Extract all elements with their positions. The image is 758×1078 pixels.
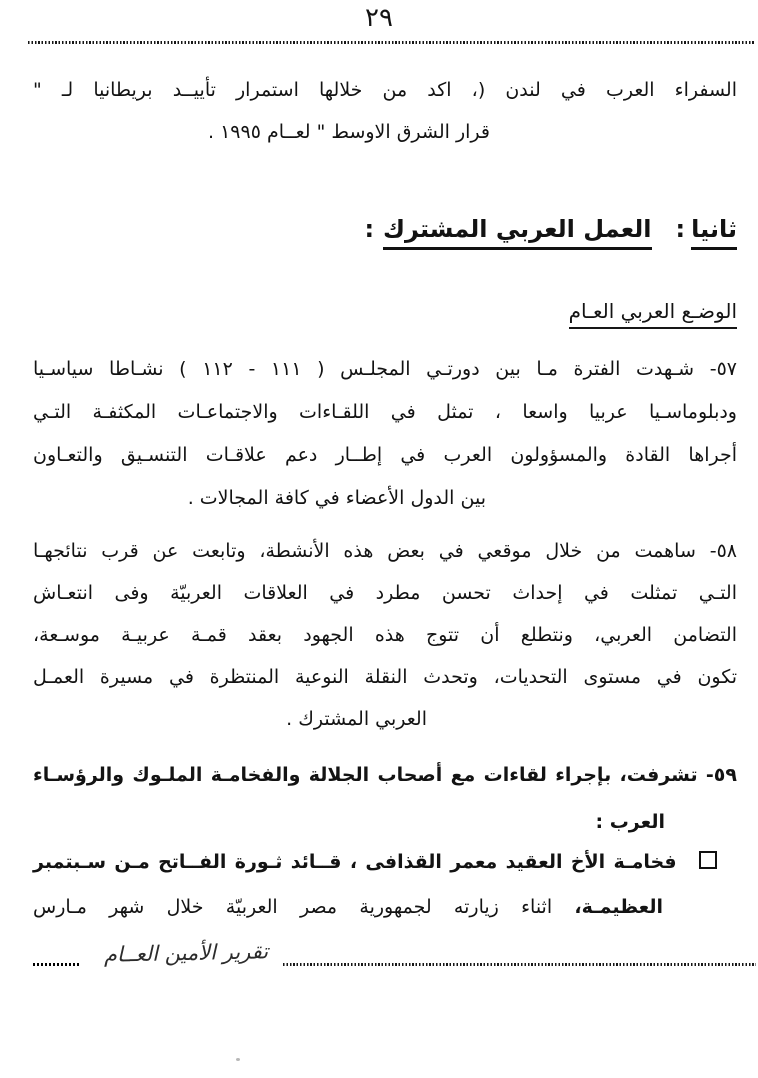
section-heading-label: ثانيا <box>691 215 737 250</box>
paragraph-57-line-3: أجراها القادة والمسؤولون العرب في إطــار دعم علاقـات التنسـيق والتعـاون <box>33 444 737 466</box>
bullet-item <box>33 840 717 930</box>
footer-divider-right <box>283 963 756 966</box>
hollow-square-bullet-icon <box>699 851 717 869</box>
header-divider <box>28 41 755 44</box>
paragraph-58-line-3: التضامن العربي، ونتطلع أن تتوج هذه الجهود بعقد قمـة عربيـة موسـعة، <box>33 624 737 646</box>
paragraph-58 <box>33 530 737 740</box>
subsection-heading <box>33 292 737 330</box>
paragraph-58-line-1 <box>33 530 737 572</box>
paragraph-57-number: ٥٧- <box>709 358 737 380</box>
bullet-line-2 <box>33 885 717 930</box>
scan-artifact-speck <box>236 1058 240 1061</box>
paragraph-57-line-1 <box>33 348 737 391</box>
paragraph-58-line-5: العربي المشترك . <box>286 708 427 730</box>
intro-paragraph <box>33 69 737 153</box>
paragraph-57-line-2: ودبلوماسـيا عربيا واسعا ، تمثل في اللقـاءات والاجتماعـات المكثفـة التـي <box>33 401 737 423</box>
bullet-text-1: فخامـة الأخ العقيد معمر القذافى ، قــائد ثـورة الفــاتح مـن سـبتمبر <box>33 851 677 873</box>
paragraph-59-number: ٥٩- <box>705 764 737 786</box>
paragraph-58-line-4: تكون في مستوى التحديات، وتحدث النقلة النوعية المنتظرة في مسيرة العمـل <box>33 666 737 688</box>
footer-divider-left <box>33 963 81 966</box>
intro-line-2: قرار الشرق الاوسط " لعــام ١٩٩٥ . <box>207 121 490 143</box>
section-heading-trailing-colon: : <box>364 215 375 243</box>
bullet-line-1 <box>33 840 717 885</box>
section-heading <box>33 209 737 249</box>
paragraph-58-number: ٥٨- <box>709 540 738 562</box>
section-heading-title: العمل العربي المشترك <box>383 215 652 250</box>
section-heading-label-colon: : <box>675 215 686 243</box>
paragraph-59-line-2: العرب : <box>595 811 665 833</box>
paragraph-58-text-1: ساهمت من خلال موقعي في بعض هذه الأنشطة، وتابعت عن قرب نتائجهـا <box>33 540 696 562</box>
subsection-heading-title: الوضـع العربي العـام <box>569 299 737 329</box>
paragraph-57-text-1: شـهدت الفترة مـا بين دورتـي المجلـس ( ‪١١١ - ١١٢‬ ) نشـاطا سياسـيا <box>33 358 695 380</box>
paragraph-58-line-2: التـي تمثلت في إحداث تحسن مطرد في العلاقات العربيّة وفى انتعـاش <box>33 582 737 604</box>
paragraph-59-line-1 <box>33 752 737 799</box>
bullet-line-2-rest: اثناء زيارته لجمهورية مصر العربيّة خلال شهر مـارس <box>33 896 575 918</box>
page-number: ٢٩ <box>365 3 393 33</box>
paragraph-57-line-4: بين الدول الأعضاء في كافة المجالات . <box>187 487 486 509</box>
intro-line-1: السفراء العرب في لندن (، اكد من خلالها استمرار تأييــد بريطانيا لـ " <box>33 79 737 101</box>
bullet-line-2-bold: العظيمـة، <box>574 896 663 918</box>
paragraph-59 <box>33 752 737 846</box>
paragraph-57 <box>33 348 737 520</box>
footer-signature: تقرير الأمين العــام <box>103 939 269 967</box>
paragraph-59-text-1: تشرفت، بإجراء لقاءات مع أصحاب الجلالة والفخامـة الملـوك والرؤسـاء <box>33 764 698 786</box>
